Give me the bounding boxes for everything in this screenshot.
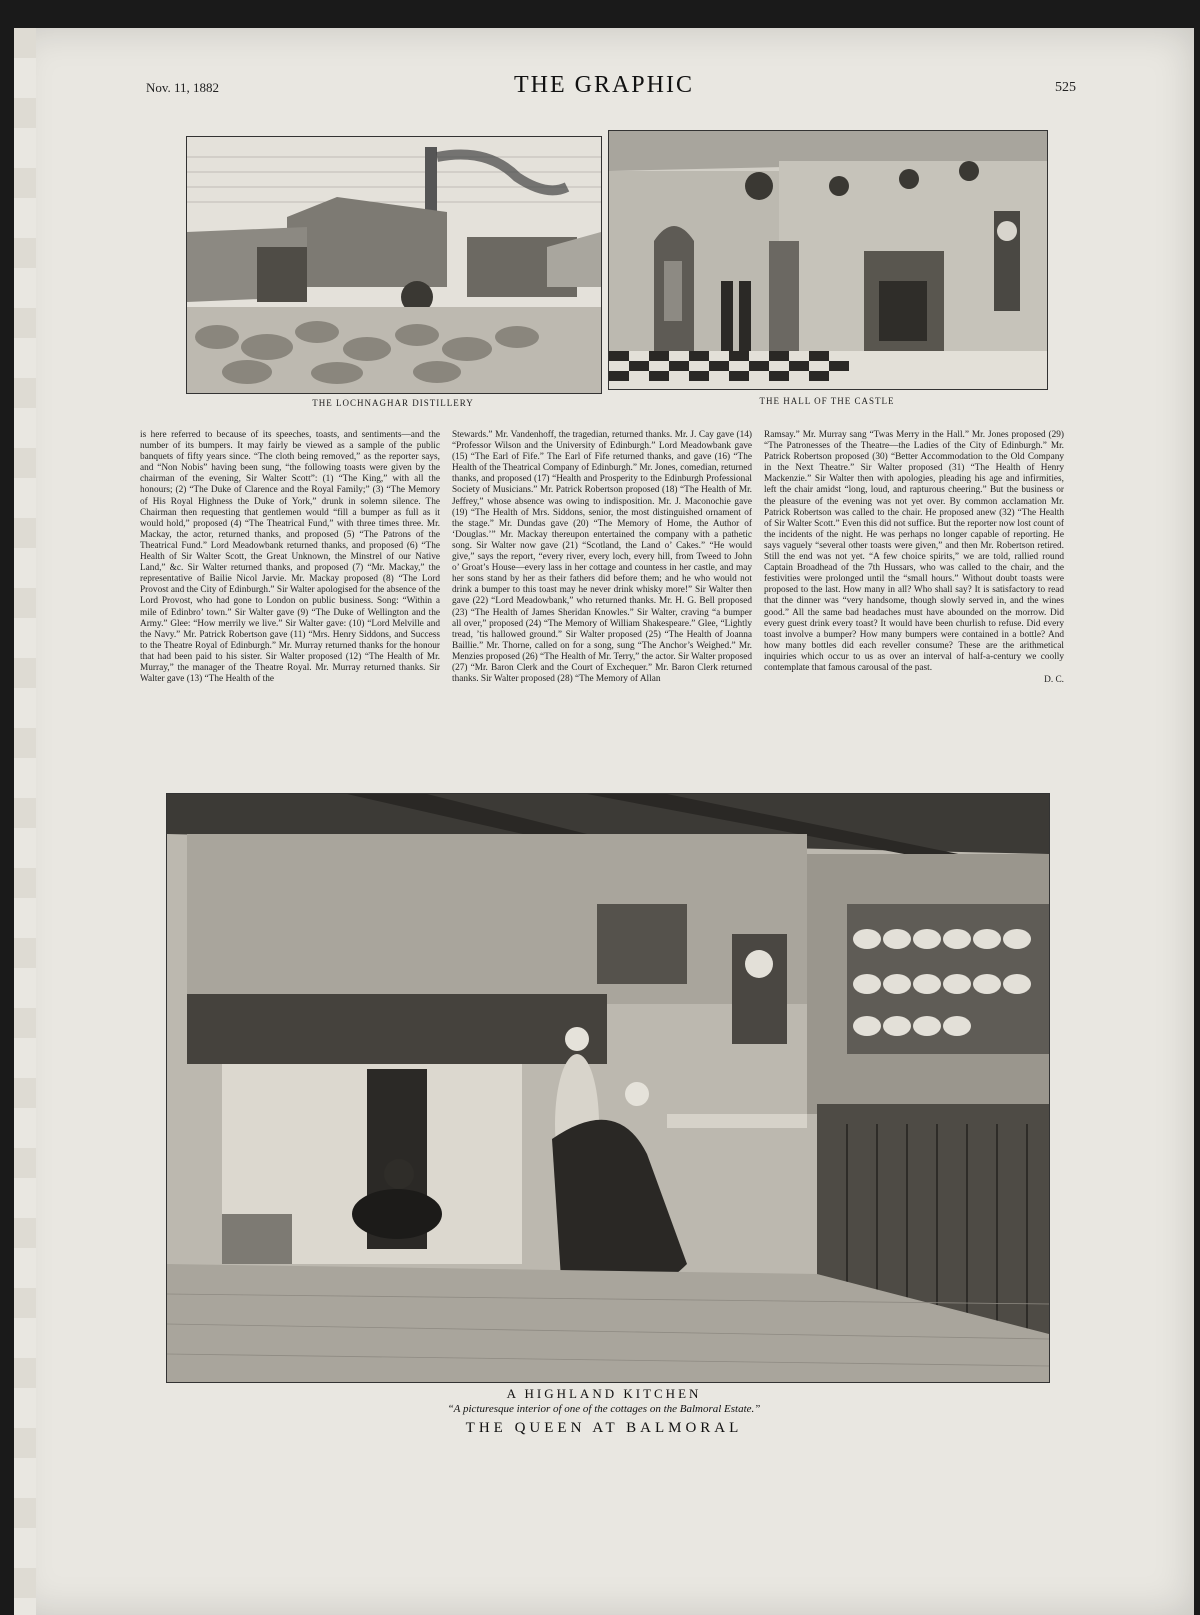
article-column-3 [764,430,1064,686]
hall-illustration [608,130,1048,390]
hall-caption: THE HALL OF THE CASTLE [759,396,895,406]
article-column-2 [452,430,752,685]
illustration-subtitle: “A picturesque interior of one of the cottages on the Balmoral Estate.” [447,1403,761,1415]
article-column-1-text: is here referred to because of its speeches, toasts, and sentiments—and the number of its bumpers. It may fairly be viewed as a sample of the public banquets of fifty years since. “The cloth being removed,” as the reporter says, and “Non Nobis” having been sung, “the following toasts were given by the chairman of the evening, Sir Walter Scott”: (1) “The King,” with all the honours; (2) “The Duke of Clarence and the Royal Family;” (3) “The Memory of His Royal Highness the Duke of York,” drunk in solemn silence. The Chairman then requesting that gentlemen would “fill a bumper as full as it would hold,” proposed (4) “The Theatrical Fund,” with three times three. Mr. Mackay, the actor, returned thanks, and proposed (5) “The Patrons of the Theatrical Fund.” Lord Meadowbank returned thanks, and proposed (6) “The Health of Sir Walter Scott, the Great Unknown, the Minstrel of our Native Land,” &c. Sir Walter returned thanks, and proposed (7) “Mr. Mackay,” the representative of Bailie Nicol Jarvie. Mr. Mackay proposed (8) “The Lord Provost and the City of Edinburgh.” Sir Walter apologised for the absence of the Lord Provost, who had gone to London on public business. Song: “Within a mile of Edinbro’ town.” Sir Walter gave (9) “The Duke of Wellington and the Army.” Glee: “How merrily we live.” Sir Walter gave: (10) “Lord Melville and the Navy.” Mr. Patrick Robertson gave (11) “Mrs. Henry Siddons, and Success to the Theatre Royal of Edinburgh.” Mr. Murray returned thanks for the honour that had been paid to his sister. Sir Walter proposed (12) “The Health of Mr. Murray,” the manager of the Theatre Royal. Mr. Murray returned thanks. Sir Walter gave (13) “The Health of the [140,430,440,685]
article-column-3-text: Ramsay.” Mr. Murray sang “Twas Merry in the Hall.” Mr. Jones proposed (29) “The Patronesses of the Theatre—the Ladies of the City of Edinburgh.” Mr. Patrick Robertson proposed (30) “Better Accommodation to the Old Company in the Next Theatre.” Sir Walter proposed (31) “The Health of Henry Mackenzie.” Sir Walter then with apologies, pleading his age and infirmities, left the chair amidst “long, loud, and rapturous cheering.” But the business or the pleasure of the evening was not yet over. By common acclamation Mr. Patrick Robertson was called to the chair. He proposed anew (32) “The Health of Sir Walter Scott.” Even this did not suffice. But the reporter now lost count of the incidents of the night. He was perhaps no longer capable of reporting. He says vaguely “several other toasts were given,” and then Mr. Robertson retired. Still the end was not yet. “A few choice spirits,” we are told, rallied round Captain Broadhead of the 7th Hussars, who was called to the chair, and the festivities were prolonged until the “small hours.” Without doubt toasts were proposed to the last. How many in all? Who shall say? It is satisfactory to read that the dinner was “very handsome, though slowly served in, and the wines good.” All the same bad headaches must have abounded on the morrow. Did every guest drink every toast? It would have been churlish to refuse. Did every toast involve a bumper? How many bumpers were contained in a bottle? And how many bottles did each reveller consume? These are the arithmetical inquiries which occur to us as over an interval of half-a-century we coolly contemplate that famous carousal of the past. [764,430,1064,673]
distillery-caption: THE LOCHNAGHAR DISTILLERY [312,398,474,408]
issue-date: Nov. 11, 1882 [146,80,220,95]
illustration-title: A HIGHLAND KITCHEN [506,1386,702,1401]
article-column-1 [140,430,440,685]
article-body [140,430,1064,790]
series-title: THE QUEEN AT BALMORAL [465,1420,743,1436]
page-number: 525 [1055,80,1076,95]
newspaper-page [14,28,1194,1615]
highland-kitchen-illustration [166,793,1050,1383]
article-column-2-text: Stewards.” Mr. Vandenhoff, the tragedian, returned thanks. Mr. J. Cay gave (14) “Professor Wilson and the University of Edinburgh.” Lord Meadowbank gave (15) “The Earl of Fife.” The Earl of Fife returned thanks, and gave (16) “The Health of the Theatrical Company of Edinburgh.” Mr. Jones, comedian, returned thanks, and proposed (17) “Health and Prosperity to the Edinburgh Professional Society of Musicians.” Mr. Patrick Robertson proposed (18) “The Health of Mr. Jeffrey,” whose absence was owing to indisposition. Mr. J. Maconochie gave (19) “The Health of Mrs. Siddons, senior, the most distinguished ornament of the stage.” Mr. Dundas gave (20) “The Memory of Home, the Author of ‘Douglas.’” Mr. Mackay thereupon entertained the company with a pathetic song. Sir Walter now gave (21) “Scotland, the Land o’ Cakes.” “He would give,” says the report, “every river, every loch, every hill, from Tweed to John o’ Groat’s House—every lass in her cottage and countess in her castle, and may her sons stand by her as their fathers did before them; and he who would not drink a bumper to this toast may he never drink whisky more!” Sir Walter then gave (22) “Lord Meadowbank,” who returned thanks. Mr. H. G. Bell proposed (23) “The Health of James Sheridan Knowles.” Sir Walter, craving “a bumper all over,” proposed (24) “The Memory of William Shakespeare.” Glee, “Lightly tread, ’tis hallowed ground.” Sir Walter proposed (25) “The Health of Joanna Baillie.” Mr. Thorne, called on for a song, sung “The Anchor’s Weighed.” Mr. Menzies proposed (26) “The Health of Mr. Terry,” the actor. Sir Walter proposed (27) “Mr. Baron Clerk and the Court of Exchequer.” Mr. Baron Clerk returned thanks. Sir Walter proposed (28) “The Memory of Allan [452,430,752,685]
page-edge [14,28,36,1615]
distillery-illustration [186,136,602,394]
masthead: THE GRAPHIC [513,72,694,98]
article-signature: D. C. [1044,675,1064,686]
